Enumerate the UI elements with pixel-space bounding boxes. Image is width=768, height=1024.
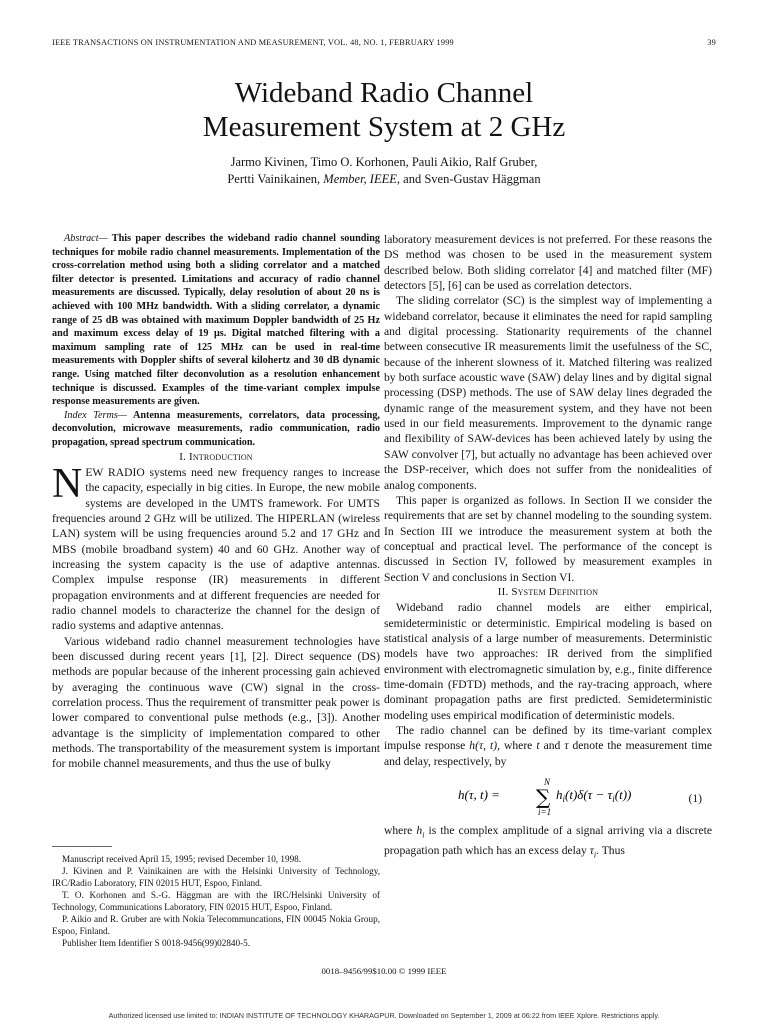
- index-terms: [52, 409, 380, 450]
- footnotes: [52, 853, 380, 949]
- eq-lhs: h(τ, t) =: [458, 787, 500, 803]
- title-line-2: Measurement System at 2 GHz: [202, 111, 566, 143]
- author-membership: Member, IEEE,: [323, 172, 401, 186]
- eq-sum-top: N: [544, 777, 551, 788]
- license-footer: Authorized licensed use limited to: INDIAN INSTITUTE OF TECHNOLOGY KHARAGPUR. Downloaded on September 1, 2009 at 06:22 from IEEE Xplore. Restrictions apply.: [108, 1011, 660, 1020]
- footnote: J. Kivinen and P. Vainikainen are with the Helsinki University of Technology, IRC/Radio Laboratory, FIN 02015 HUT, Espoo, Finland.: [52, 866, 380, 888]
- equation-1: [384, 775, 712, 817]
- equation-number: (1): [688, 792, 702, 806]
- title-line-1: Wideband Radio Channel: [234, 77, 534, 109]
- eq-sum-symbol: ∑: [536, 785, 551, 810]
- right-paragraph-3: This paper is organized as follows. In Section II we consider the requirements that are set by channel modeling to the sounding system. In Section III we introduce the measurement system at both the conceptual and practical level. The performance of the concept is discussed in Section IV, followed by measurement examples in Section V and conclusions in Section VI.: [384, 493, 712, 584]
- right-paragraph-1: laboratory measurement devices is not preferred. For these reasons the DS method was chosen to be used in the measurement system described below. Both sliding correlator [4] and matched filter (MF) detectors [5], [6] can be used as correlation detectors.: [384, 233, 712, 293]
- section-number: II.: [497, 585, 512, 598]
- journal-header: IEEE TRANSACTIONS ON INSTRUMENTATION AND MEASUREMENT, VOL. 48, NO. 1, FEBRUARY 1999: [52, 38, 454, 47]
- authors-line-2: [0, 171, 768, 188]
- copyright-line: 0018–9456/99$10.00 © 1999 IEEE: [321, 966, 447, 976]
- footnote: P. Aikio and R. Gruber are with Nokia Telecommuncations, FIN 00045 Nokia Group, Espoo, Finland.: [52, 914, 380, 936]
- running-header: [52, 38, 716, 47]
- abstract-label: Abstract—: [64, 233, 108, 244]
- section-heading-system-definition: [384, 585, 712, 600]
- authors-line-1: Jarmo Kivinen, Timo O. Korhonen, Pauli Aikio, Ralf Gruber,: [230, 155, 538, 169]
- abstract-text: This paper describes the wideband radio channel sounding techniques for mobile radio channel measurements. Implementation of the cross-correlation method using both a sliding correlator and a matched filter detector is presented. Limitations and accuracy of radio channel measurements are discussed. Typically, delay resolution of about 20 ns is achieved with 100 MHz bandwidth. With a sliding correlator, a dynamic range of 25 dB was obtained with maximum Doppler bandwidth of 25 Hz and maximum excess delay of 19 μs. Digital matched filtering with a maximum sampling rate of 125 MHz can be used in real-time measurements with Doppler shifts of several kilohertz and 30 dB dynamic range. Using matched filter deconvolution as a resolution enhancement technique is discussed. Examples of the time-variant complex impulse response measurements are given.: [52, 233, 380, 408]
- page-number: 39: [707, 38, 716, 47]
- intro-paragraph-1: [52, 460, 380, 634]
- footnote: Publisher Item Identifier S 0018-9456(99)02840-5.: [62, 938, 251, 948]
- paragraph-text: EW RADIO systems need new frequency ranges to increase the capacity, especially in big cities. In Europe, the new mobile systems are developed in the UMTS framework. For UMTS frequencies around 2 GHz will be utilized. The HIPERLAN (wireless LAN) system will be using frequencies around 5.2 and 17 GHz and MBS (mobile broadband system) 40 and 60 GHz. Another way of increasing the system capacity is the use of adaptive antennas. Complex impulse response (IR) measurements in different propagation environments and at different frequencies are needed for radio channel models to characterize the channel for the design of radio systems and adaptive antennas.: [52, 465, 380, 633]
- index-terms-text: Antenna measurements, correlators, data processing, deconvolution, microwave measurements, radio communication, radio propagation, spread spectrum communication.: [52, 409, 380, 448]
- system-paragraph-2: [384, 723, 712, 769]
- author-list: [0, 154, 768, 188]
- section-number: I.: [179, 450, 189, 463]
- drop-cap: N: [52, 460, 83, 507]
- math-symbol: τ: [564, 739, 569, 753]
- equation-graphic: [384, 775, 712, 817]
- eq-sum-bottom: i=1: [538, 807, 552, 818]
- footnote-rule: [52, 846, 112, 847]
- paragraph-text: . Thus: [596, 843, 625, 857]
- paragraph-text: , where: [497, 739, 537, 753]
- right-column: [384, 232, 712, 862]
- math-subscript: i: [593, 850, 597, 859]
- section-heading-introduction: [52, 450, 380, 465]
- system-paragraph-1: Wideband radio channel models are either empirical, semideterministic or deterministic. Empirical modeling is based on statistical analysis of a large number of measurements. Deterministic models have two approaches: IR derived from the simplified environment with electromagnetic simulation by, e.g., finite difference time-domain (FDTD) methods, and the ray-tracing approach, where dominant propagation paths are first predicted. Semideterministic modeling uses empirical modification of deterministic models.: [384, 601, 712, 722]
- math-subscript: i: [422, 830, 425, 840]
- paragraph-text: is the complex amplitude of a signal arriving via a discrete propagation path which has an excess delay: [384, 824, 712, 857]
- intro-paragraph-2: Various wideband radio channel measurement technologies have been discussed during recent years [1], [2]. Direct sequence (DS) methods are popular because of the inherent processing gain achieved by averaging the continuous wave (CW) signal in the cross-correlation process. Thus the requirement of transmitter peak power is lower compared to conventional pulse methods (e.g., [3]). Another advantage is the simplicity of implementation compared to other methods. The transportability of the measurement system is important for mobile channel measurements, and thus the use of bulky: [52, 634, 380, 771]
- right-paragraph-2: The sliding correlator (SC) is the simplest way of implementing a wideband correlator, because it eliminates the need for rapid sampling and digital processing. Stationarity requirements of the channel between consecutive IR measurements limit the usefulness of the SC, because of the inherent slowness of it. Matched filtering was realized by both surface acoustic wave (SAW) delay lines and by digital signal processing (DSP) methods. The use of SAW delay lines degraded the dynamic range of the measurement system, and they have not been used in our field measurements. Improvement to the dynamic range and flexibility of SAW-devices has been achieved lately by using the SAW convolver [7], but actually no advantage has been achieved over the DSP-receiver, which does not suffer from the nonidealities of analog components.: [384, 294, 712, 492]
- paragraph-text: The radio channel can be defined by its time-variant complex impulse response: [384, 724, 712, 753]
- author-text: Pertti Vainikainen,: [227, 172, 324, 186]
- math-symbol: τ: [589, 843, 594, 857]
- eq-rhs: $h_i(t)\delta(\tau - \tau_i(t))$: [556, 787, 632, 805]
- abstract: [52, 232, 380, 409]
- math-symbol: h(τ, t): [469, 739, 498, 753]
- math-symbol: t: [536, 739, 540, 753]
- left-column: [52, 232, 380, 772]
- section-title: Introduction: [188, 450, 253, 463]
- paragraph-text: and: [539, 739, 565, 753]
- paragraph-text: denote the measurement time and delay, respectively, by: [384, 739, 712, 768]
- author-text: and Sven-Gustav Häggman: [400, 172, 541, 186]
- paper-title: [0, 76, 768, 144]
- system-paragraph-3: [384, 823, 712, 862]
- section-title: System Definition: [511, 585, 599, 598]
- index-terms-label: Index Terms—: [64, 409, 127, 421]
- paragraph-text: where: [384, 824, 417, 838]
- footnote: T. O. Korhonen and S.-G. Häggman are with the IRC/Helsinki University of Technology, Communications Laboratory, FIN 02015 HUT, Espoo, Finland.: [52, 890, 380, 912]
- math-symbol: h: [416, 824, 423, 838]
- footnote: Manuscript received April 15, 1995; revised December 10, 1998.: [62, 854, 302, 864]
